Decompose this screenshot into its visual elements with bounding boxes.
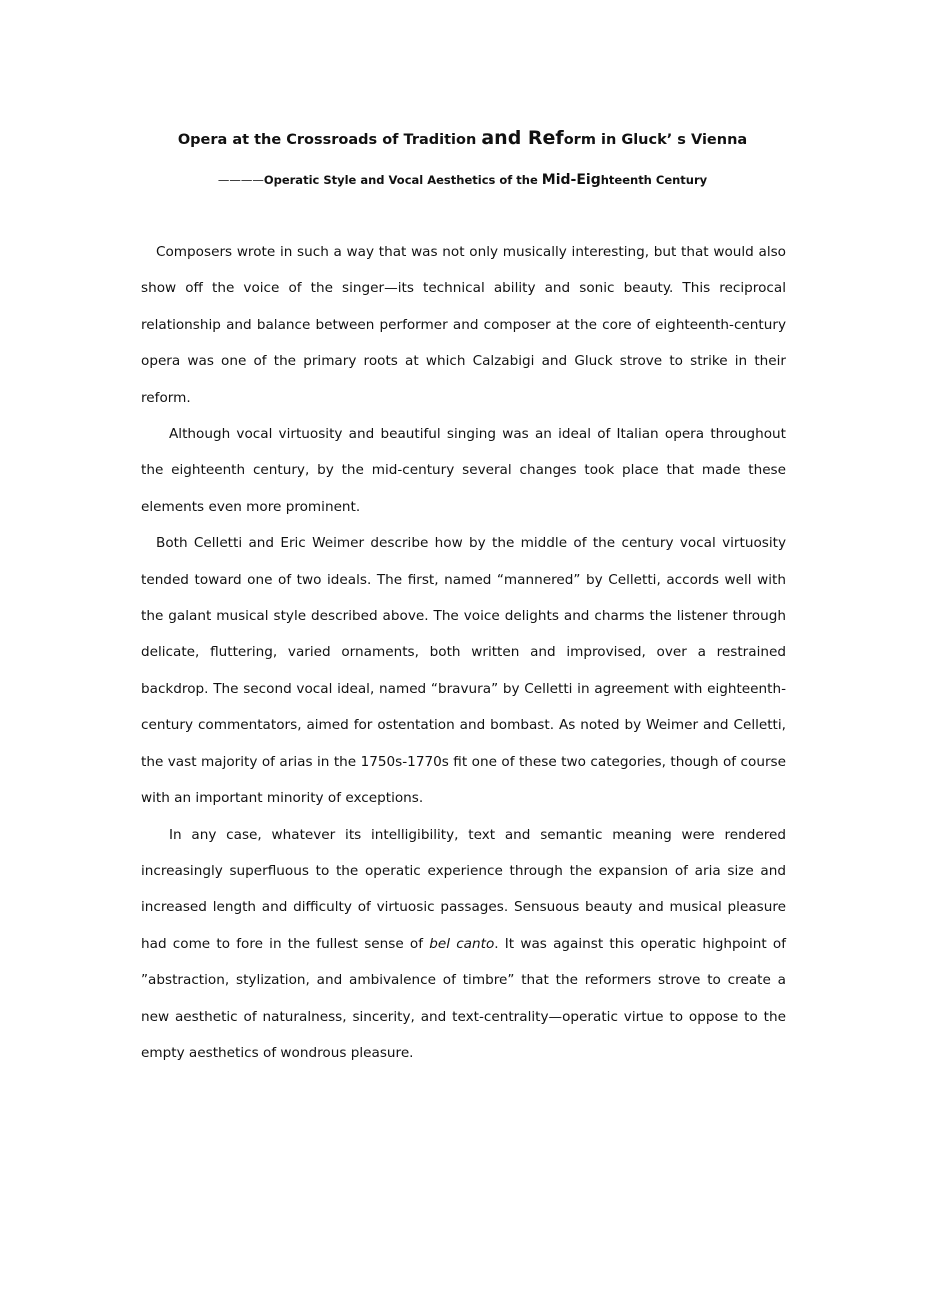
subtitle-dash: ————: [217, 173, 264, 187]
paragraph-1: Composers wrote in such a way that was not only musically interesting, but that would also show off the voice of the singer—its technical ability and sonic beauty. This reciprocal relationship and balance between performer and composer at the core of eighteenth-century opera was one of the primary roots at which Calzabigi and Gluck strove to strike in their reform.: [141, 244, 786, 406]
paragraph-2: Although vocal virtuosity and beautiful singing was an ideal of Italian opera throughout the eighteenth century, by the mid-century several changes took place that made these elements even more prominent.: [141, 426, 786, 515]
subtitle-part-1: Operatic Style and Vocal Aesthetics of the: [263, 173, 542, 187]
page-title: [0, 124, 925, 154]
paragraph-4-text-b: . It was against this operatic highpoint of ”abstraction, stylization, and ambivalence of timbre” that the reformers strove to create a new aesthetic of naturalness, sincerity, and text-centrality—operatic virtue to oppose to the empty aesthetics of wondrous pleasure.: [141, 935, 786, 1061]
subtitle-part-3: hteenth Century: [600, 173, 708, 187]
paragraph-4-text-a: In any case, whatever its intelligibility, text and semantic meaning were rendered increasingly superfluous to the operatic experience through the expansion of aria size and increased length and difficulty of virtuosic passages. Sensuous beauty and musical pleasure had come to fore in the fullest sense of: [141, 826, 786, 952]
title-part-3: orm in Gluck’ s Vienna: [563, 132, 748, 148]
paragraph-3: Both Celletti and Eric Weimer describe how by the middle of the century vocal virtuosity tended toward one of two ideals. The first, named “mannered” by Celletti, accords well with the galant musical style described above. The voice delights and charms the listener through delicate, fluttering, varied ornaments, both written and improvised, over a restrained backdrop. The second vocal ideal, named “bravura” by Celletti in agreement with eighteenth-century commentators, aimed for ostentation and bombast. As noted by Weimer and Celletti, the vast majority of arias in the 1750s-1770s fit one of these two categories, though of course with an important minority of exceptions.: [141, 535, 786, 807]
paragraph-4: [141, 817, 786, 1072]
subtitle-part-2: Mid-Eig: [541, 172, 601, 188]
title-part-1: Opera at the Crossroads of Tradition: [177, 132, 482, 148]
body-text: [141, 234, 786, 1071]
paragraph-4-italic: bel canto: [429, 935, 495, 952]
page-subtitle: [0, 168, 925, 192]
title-part-2: and Ref: [481, 127, 564, 149]
